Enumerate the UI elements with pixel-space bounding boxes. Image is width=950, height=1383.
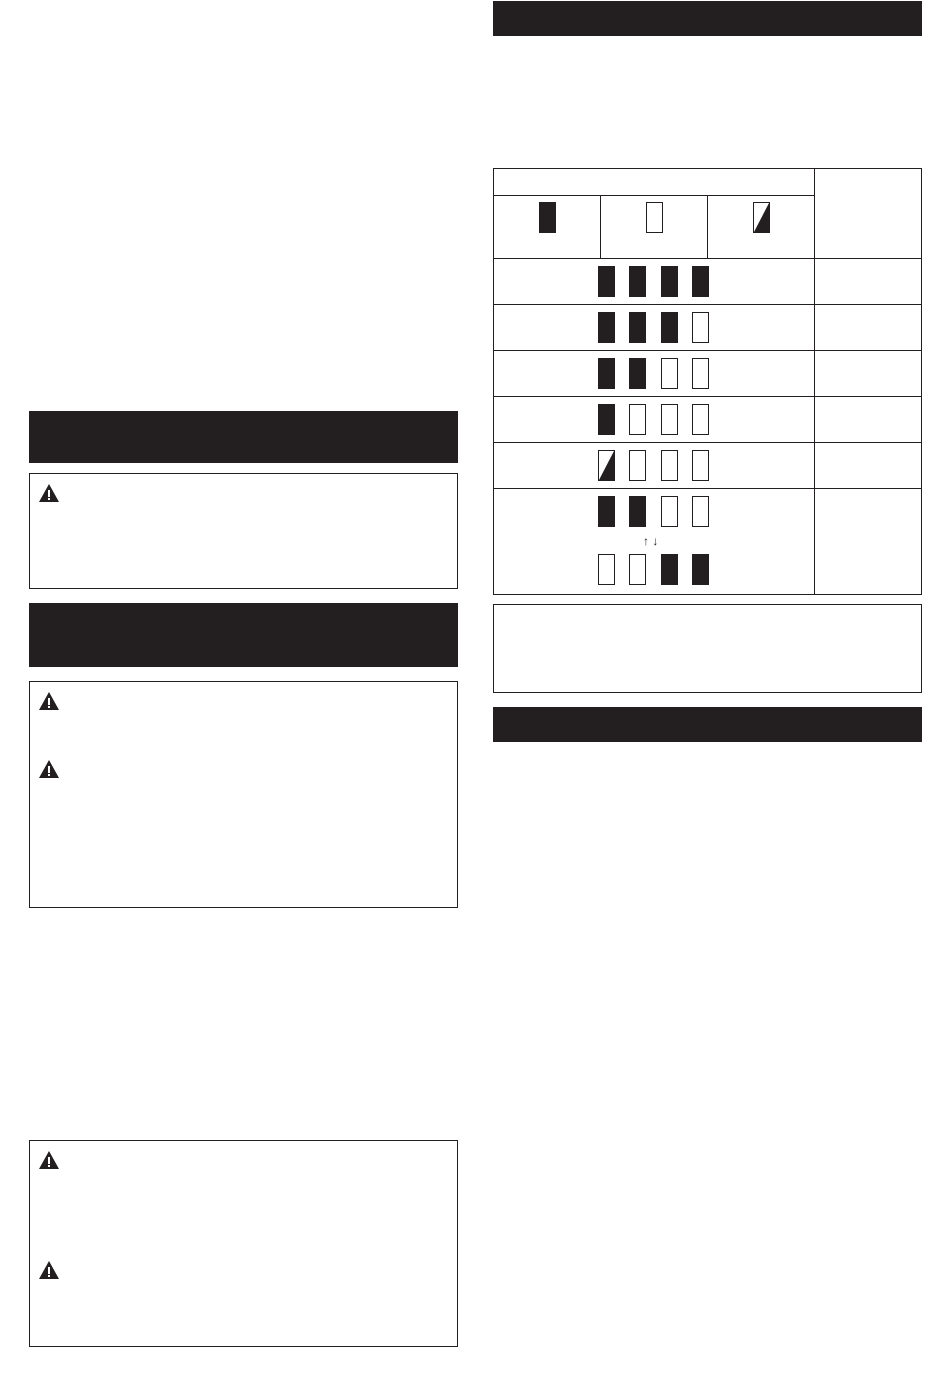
note-box	[493, 604, 922, 693]
caution-box-1	[29, 473, 458, 589]
lamp-lit-icon	[539, 202, 556, 233]
lamp-off-icon	[692, 450, 709, 481]
lamp-off-icon	[692, 312, 709, 343]
lamp-lit-icon	[598, 404, 615, 435]
caution-box-2	[29, 681, 458, 908]
warning-triangle-icon	[38, 1150, 60, 1170]
lamp-off-icon	[692, 404, 709, 435]
lamp-off-icon	[629, 404, 646, 435]
lamp-off-icon	[646, 202, 663, 233]
lamp-off-icon	[661, 450, 678, 481]
up-down-arrows-icon: ↑ ↓	[643, 534, 659, 548]
warning-triangle-icon	[38, 483, 60, 503]
indicator-table	[493, 168, 922, 595]
lamp-off-icon	[692, 358, 709, 389]
lamp-blinking-icon	[753, 202, 770, 233]
section-header-bar-2	[29, 603, 458, 667]
lamp-lit-icon	[661, 266, 678, 297]
warning-triangle-icon	[38, 1260, 60, 1280]
lamp-blinking-icon	[598, 450, 615, 481]
section-header-bar-4	[493, 707, 922, 742]
caution-box-3	[29, 1140, 458, 1347]
warning-triangle-icon	[38, 759, 60, 779]
warning-triangle-icon	[38, 691, 60, 711]
lamp-off-icon	[629, 554, 646, 585]
lamp-lit-icon	[692, 554, 709, 585]
lamp-lit-icon	[629, 496, 646, 527]
lamp-lit-icon	[598, 496, 615, 527]
lamp-lit-icon	[598, 312, 615, 343]
lamp-off-icon	[661, 404, 678, 435]
lamp-off-icon	[692, 496, 709, 527]
lamp-lit-icon	[661, 554, 678, 585]
lamp-lit-icon	[629, 266, 646, 297]
lamp-lit-icon	[692, 266, 709, 297]
lamp-off-icon	[661, 496, 678, 527]
lamp-lit-icon	[629, 312, 646, 343]
lamp-lit-icon	[661, 312, 678, 343]
lamp-off-icon	[661, 358, 678, 389]
lamp-lit-icon	[598, 358, 615, 389]
lamp-lit-icon	[598, 266, 615, 297]
section-header-bar-1	[29, 411, 458, 463]
lamp-off-icon	[629, 450, 646, 481]
lamp-off-icon	[598, 554, 615, 585]
lamp-lit-icon	[629, 358, 646, 389]
section-header-bar-3	[493, 1, 922, 36]
